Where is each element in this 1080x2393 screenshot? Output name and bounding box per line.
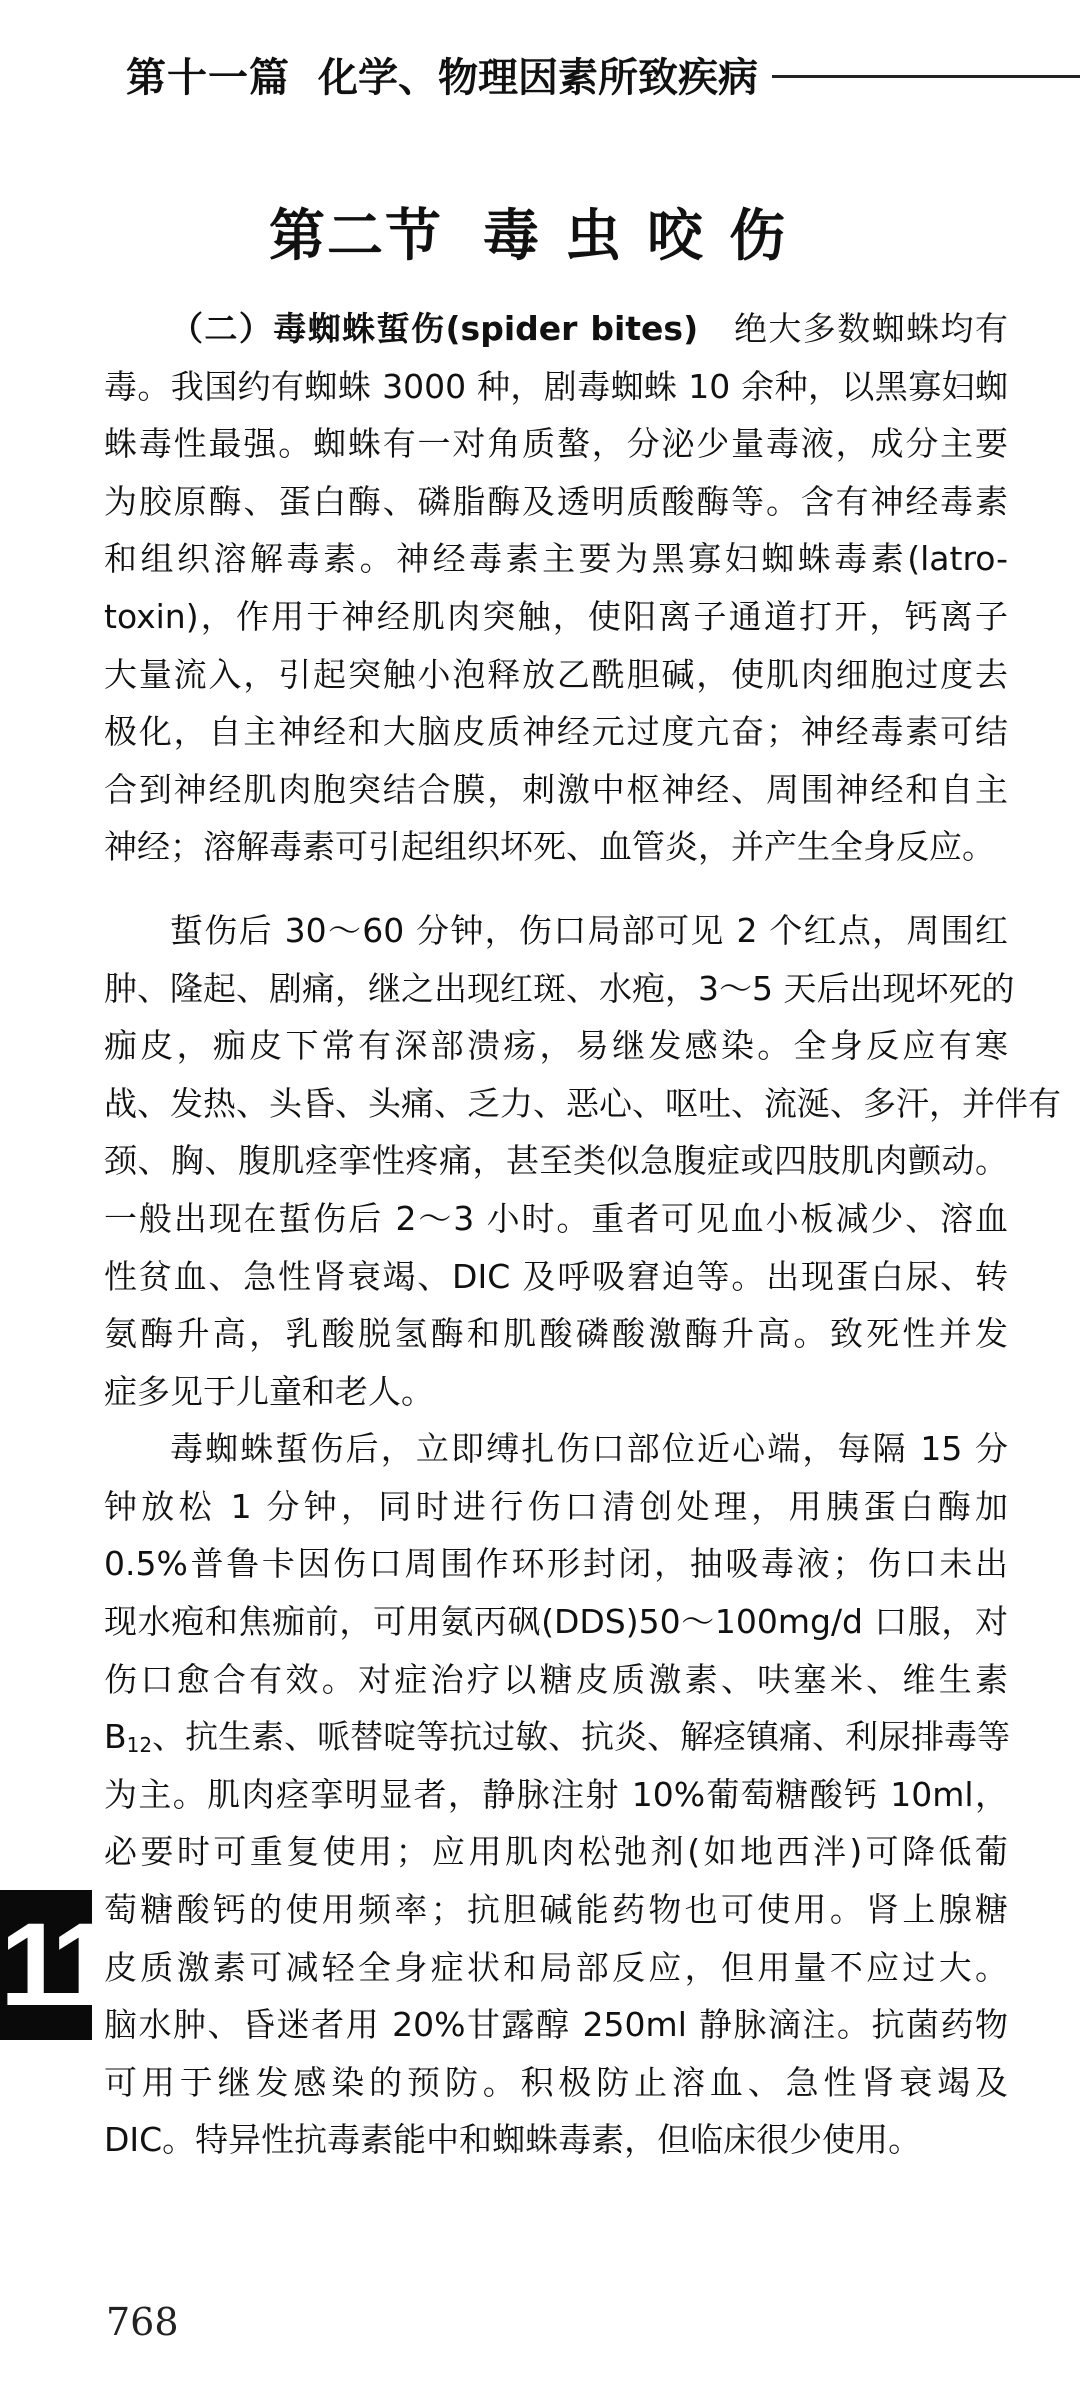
paragraph-1 xyxy=(104,300,1008,876)
text-line: （二）毒蜘蛛蜇伤(spider bites) 绝大多数蜘蛛均有 xyxy=(170,309,1008,348)
text-line: DIC。特异性抗毒素能中和蜘蛛毒素，但临床很少使用。 xyxy=(104,2120,922,2160)
text-line: 0.5%普鲁卡因伤口周围作环形封闭，抽吸毒液；伤口未出 xyxy=(104,1544,1008,1584)
part-label: 第十一篇 xyxy=(126,54,290,101)
text-line: 脑水肿、昏迷者用 20%甘露醇 250ml 静脉滴注。抗菌药物 xyxy=(104,2005,1008,2045)
section-name: 毒虫咬伤 xyxy=(483,203,811,269)
section-number: 第二节 xyxy=(269,203,443,269)
text-line: 皮质激素可减轻全身症状和局部反应，但用量不应过大。 xyxy=(104,1947,1008,1987)
text-line: toxin)，作用于神经肌肉突触，使阳离子通道打开，钙离子 xyxy=(104,596,1008,636)
paragraph-2 xyxy=(104,902,1061,1420)
section-title xyxy=(0,192,1080,272)
text-line: 痂皮，痂皮下常有深部溃疡，易继发感染。全身反应有寒 xyxy=(104,1026,1008,1066)
paragraph-3 xyxy=(104,1420,1011,2169)
text-line: 毒。我国约有蜘蛛 3000 种，剧毒蜘蛛 10 余种，以黑寡妇蜘 xyxy=(104,366,1008,406)
text-line: 钟放松 1 分钟，同时进行伤口清创处理，用胰蛋白酶加 xyxy=(104,1486,1008,1526)
part-title: 化学、物理因素所致疾病 xyxy=(318,54,758,101)
text-line: 战、发热、头昏、头痛、乏力、恶心、呕吐、流涎、多汗，并伴有 xyxy=(104,1083,1061,1123)
text-line: 症多见于儿童和老人。 xyxy=(104,1371,434,1411)
text-line: 萄糖酸钙的使用频率；抗胆碱能药物也可使用。肾上腺糖 xyxy=(104,1890,1008,1930)
page-number: 768 xyxy=(106,2300,179,2344)
header-rule xyxy=(772,75,1080,78)
text-line: 合到神经肌肉胞突结合膜，刺激中枢神经、周围神经和自主 xyxy=(104,769,1008,809)
text-line: 伤口愈合有效。对症治疗以糖皮质激素、呋塞米、维生素 xyxy=(104,1659,1008,1699)
text-line: 一般出现在蜇伤后 2～3 小时。重者可见血小板减少、溶血 xyxy=(104,1198,1008,1238)
text-line: 必要时可重复使用；应用肌肉松弛剂(如地西泮)可降低葡 xyxy=(104,1832,1008,1872)
text-line: 蜇伤后 30～60 分钟，伤口局部可见 2 个红点，周围红 xyxy=(170,910,1008,950)
text-line: 极化，自主神经和大脑皮质神经元过度亢奋；神经毒素可结 xyxy=(104,712,1008,752)
chapter-thumb-tab: 11 xyxy=(0,1890,92,2040)
body-text xyxy=(104,300,1061,2169)
text-line: 大量流入，引起突触小泡释放乙酰胆碱，使肌肉细胞过度去 xyxy=(104,654,1008,694)
text-line: 为胶原酶、蛋白酶、磷脂酶及透明质酸酶等。含有神经毒素 xyxy=(104,481,1008,521)
text-line: 现水疱和焦痂前，可用氨丙砜(DDS)50～100mg/d 口服，对 xyxy=(104,1602,1008,1642)
text-line: 氨酶升高，乳酸脱氢酶和肌酸磷酸激酶升高。致死性并发 xyxy=(104,1314,1008,1354)
text-line: 肿、隆起、剧痛，继之出现红斑、水疱，3～5 天后出现坏死的 xyxy=(104,968,1015,1008)
text-line: 颈、胸、腹肌痉挛性疼痛，甚至类似急腹症或四肢肌肉颤动。 xyxy=(104,1141,1008,1181)
text-line: 性贫血、急性肾衰竭、DIC 及呼吸窘迫等。出现蛋白尿、转 xyxy=(104,1256,1008,1296)
vitamin-b12-subscript: 12 xyxy=(126,1733,153,1758)
text-line: 蛛毒性最强。蜘蛛有一对角质螯，分泌少量毒液，成分主要 xyxy=(104,424,1008,464)
text-line: 神经；溶解毒素可引起组织坏死、血管炎，并产生全身反应。 xyxy=(104,827,995,867)
text-line: $B_{12}$、抗生素、哌替啶等抗过敏、抗炎、解痉镇痛、利尿排毒等 xyxy=(104,1717,1011,1758)
paragraph-spacer xyxy=(104,876,1008,902)
vitamin-b12-base: B xyxy=(104,1717,127,1757)
text-line: 毒蜘蛛蜇伤后，立即缚扎伤口部位近心端，每隔 15 分 xyxy=(170,1429,1008,1469)
text-line: 为主。肌肉痉挛明显者，静脉注射 10%葡萄糖酸钙 10ml， xyxy=(104,1774,1008,1814)
text-line: 和组织溶解毒素。神经毒素主要为黑寡妇蜘蛛毒素(latro- xyxy=(104,539,1008,579)
text-line: 可用于继发感染的预防。积极防止溶血、急性肾衰竭及 xyxy=(104,2062,1008,2102)
subsection-heading: （二）毒蜘蛛蜇伤(spider bites) xyxy=(170,309,699,348)
running-header xyxy=(126,44,1080,104)
